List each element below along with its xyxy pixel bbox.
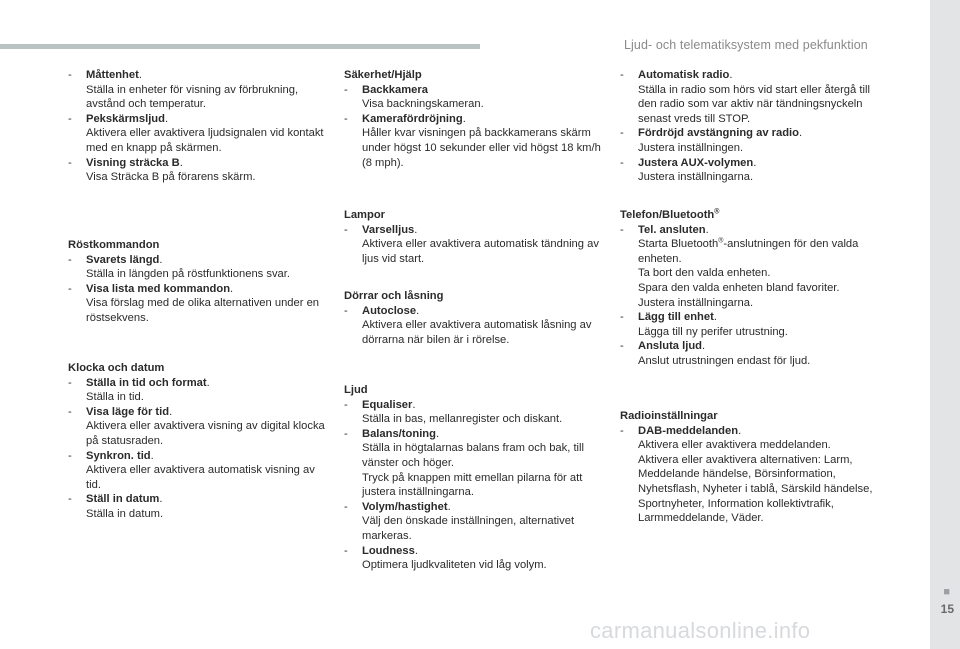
- item-term: Visning sträcka B: [86, 156, 180, 169]
- dash: -: [344, 500, 348, 513]
- item-dot: .: [729, 69, 733, 81]
- item-dot: .: [416, 304, 420, 317]
- dash: -: [68, 69, 72, 81]
- list-item: [620, 156, 882, 185]
- item-term: Automatisk radio: [638, 69, 730, 81]
- list-item: [344, 112, 606, 170]
- list-item: [344, 83, 606, 112]
- list-item: [344, 427, 606, 500]
- item-description: Håller kvar visningen på backkamerans skärm under högst 10 sekunder eller vid högst 18 km/h (8 mph).: [362, 127, 601, 169]
- item-description: Ställa in längden på röstfunktionens svar.: [86, 268, 290, 281]
- dash: -: [620, 156, 624, 169]
- item-dot: .: [753, 156, 757, 169]
- list-item: [68, 449, 328, 493]
- dash: -: [344, 223, 348, 236]
- dash: -: [620, 223, 624, 236]
- section-lights: [344, 208, 606, 266]
- item-term: Ställa in tid och format: [86, 376, 207, 389]
- item-description: Ta bort den valda enheten.: [638, 267, 771, 280]
- item-description: Aktivera eller avaktivera automatisk låsning av dörrarna när bilen är i rörelse.: [362, 319, 592, 346]
- dash: -: [68, 156, 72, 169]
- item-dot: .: [702, 340, 706, 353]
- item-term: Ställ in datum: [86, 493, 160, 506]
- list-item: [620, 223, 882, 311]
- section-radio-settings: [620, 409, 882, 526]
- dash: -: [68, 112, 72, 125]
- dash: -: [620, 127, 624, 140]
- item-dot: .: [738, 424, 742, 437]
- item-description: [638, 237, 882, 266]
- header-rule: [0, 44, 480, 49]
- item-description: Aktivera eller avaktivera automatisk tändning av ljus vid start.: [362, 238, 599, 265]
- section-clock-date: [68, 361, 328, 522]
- section-safety-assist: [344, 68, 606, 170]
- item-dot: .: [230, 282, 234, 295]
- section-title: [620, 208, 882, 223]
- item-term: Varselljus: [362, 223, 415, 236]
- item-dot: .: [447, 500, 451, 513]
- item-description: Justera inställningen.: [638, 141, 744, 154]
- list-item: [620, 68, 882, 126]
- dash: -: [620, 311, 624, 324]
- dash: -: [344, 304, 348, 317]
- item-term: Svarets längd: [86, 253, 160, 266]
- list-item: [344, 398, 606, 427]
- item-description: Ställa in tid.: [86, 391, 144, 404]
- item-term: Volym/hastighet: [362, 500, 448, 513]
- item-description: Tryck på knappen mitt emellan pilarna för att justera inställningarna.: [362, 471, 583, 499]
- item-description: Anslut utrustningen endast för ljud.: [638, 354, 811, 367]
- item-term: Pekskärmsljud: [86, 112, 165, 125]
- section-title: Radioinställningar: [620, 410, 718, 422]
- list-item: [344, 544, 606, 573]
- item-dot: .: [435, 427, 440, 440]
- item-term: Ansluta ljud: [638, 340, 703, 353]
- list-item: [68, 112, 328, 156]
- item-term: Backkamera: [362, 83, 428, 96]
- registered-mark: ®: [714, 208, 720, 216]
- item-dot: .: [138, 69, 142, 81]
- registered-mark: ®: [718, 237, 724, 245]
- item-dot: .: [159, 493, 163, 506]
- item-dot: .: [206, 376, 210, 389]
- list-item: [68, 405, 328, 449]
- list-item: [344, 304, 606, 348]
- desc-part: Starta Bluetooth: [638, 238, 719, 251]
- section-title: Klocka och datum: [68, 362, 165, 374]
- item-term: DAB-meddelanden: [638, 424, 739, 437]
- list-item: [68, 376, 328, 405]
- item-dot: .: [414, 223, 418, 236]
- section-title: Säkerhet/Hjälp: [344, 69, 422, 81]
- list-item: [620, 126, 882, 155]
- list-item: [344, 223, 606, 267]
- item-term: Synkron. tid: [86, 449, 151, 462]
- dash: -: [620, 424, 624, 437]
- item-dot: .: [150, 449, 154, 462]
- list-item: [620, 339, 882, 368]
- dash: -: [68, 376, 72, 389]
- section-audio: [344, 383, 606, 573]
- dash: -: [68, 282, 72, 295]
- item-description: Aktivera eller avaktivera automatisk visning av tid.: [86, 464, 315, 491]
- item-description: Aktivera eller avaktivera ljudsignalen vid kontakt med en knapp på skärmen.: [86, 127, 324, 154]
- dash: -: [344, 544, 348, 557]
- dash: -: [344, 427, 348, 440]
- dash: -: [344, 398, 348, 411]
- dash: -: [68, 253, 72, 266]
- item-description: Spara den valda enheten bland favoriter.: [638, 281, 840, 294]
- item-term: Måttenhet: [86, 69, 139, 81]
- list-item: [68, 282, 328, 326]
- item-description: Justera inställningarna.: [638, 171, 754, 184]
- list-item: [68, 68, 328, 112]
- item-description: Ställa in enheter för visning av förbrukning, avstånd och temperatur.: [86, 83, 299, 111]
- item-description: Ställa in högtalarnas balans fram och bak, till vänster och höger.: [362, 442, 585, 469]
- page-edge-band: [930, 0, 960, 649]
- section-general: [68, 68, 328, 185]
- item-term: Visa lista med kommandon: [86, 282, 231, 295]
- dash: -: [344, 112, 348, 125]
- list-item: [344, 500, 606, 544]
- item-term: Justera AUX-volymen: [638, 156, 754, 169]
- item-description: Justera inställningarna.: [638, 296, 754, 309]
- item-dot: .: [414, 544, 418, 557]
- item-description: Aktivera eller avaktivera visning av digital klocka på statusraden.: [86, 420, 325, 447]
- item-description: Aktivera eller avaktivera meddelanden.: [638, 439, 831, 452]
- section-title: Ljud: [344, 384, 368, 396]
- item-term: Tel. ansluten: [638, 223, 706, 236]
- item-dot: .: [713, 311, 717, 324]
- item-description: Välj den önskade inställningen, alternativet markeras.: [362, 515, 575, 542]
- item-description: Lägga till ny perifer utrustning.: [638, 325, 788, 338]
- section-doors-locking: [344, 289, 606, 347]
- watermark: carmanualsonline.info: [590, 618, 811, 643]
- item-term: Lägg till enhet: [638, 311, 714, 324]
- dash: -: [344, 83, 348, 96]
- item-dot: .: [179, 156, 183, 169]
- item-term: Loudness: [362, 544, 415, 557]
- item-description: Visa backningskameran.: [362, 98, 484, 111]
- section-title-text: Telefon/Bluetooth: [620, 209, 715, 221]
- section-voice-commands: [68, 238, 328, 326]
- item-term: Autoclose: [362, 304, 417, 317]
- item-term: Balans/toning: [362, 427, 436, 440]
- list-item: [620, 424, 882, 526]
- list-item: [620, 310, 882, 339]
- desc-part: -anslutningen för den valda enheten.: [638, 238, 859, 265]
- dash: -: [620, 340, 624, 353]
- end-mark: ■: [943, 586, 950, 598]
- list-item: [68, 492, 328, 521]
- item-dot: .: [159, 253, 163, 266]
- item-term: Fördröjd avstängning av radio: [638, 127, 799, 140]
- item-description: Ställa in bas, mellanregister och diskant.: [362, 413, 563, 426]
- section-radio-general: [620, 68, 882, 185]
- item-term: Kamerafördröjning: [362, 112, 463, 125]
- item-description: Ställa in radio som hörs vid start eller återgå till den radio som var aktiv när tändningsnyckeln senast vreds till STOP.: [638, 83, 870, 125]
- item-dot: .: [412, 398, 416, 411]
- section-title: Dörrar och låsning: [344, 290, 444, 302]
- item-dot: .: [705, 223, 709, 236]
- item-dot: .: [462, 112, 466, 125]
- item-dot: .: [799, 127, 803, 140]
- section-phone-bluetooth: [620, 208, 882, 369]
- section-title: Lampor: [344, 209, 386, 221]
- item-description: Ställa in datum.: [86, 507, 164, 520]
- item-description: Visa Sträcka B på förarens skärm.: [86, 171, 256, 184]
- item-term: Visa läge för tid: [86, 405, 170, 418]
- dash: -: [68, 405, 72, 418]
- item-description: Aktivera eller avaktivera alternativen: Larm, Meddelande händelse, Börsinformation, Nyhetsflash, Nyheter i tablå, Särskild händelse, Sportnyheter, Information kollektivtrafik, Larmmeddelande, Väder.: [638, 453, 873, 525]
- item-description: Optimera ljudkvaliteten vid låg volym.: [362, 559, 547, 572]
- page-number: 15: [940, 602, 954, 616]
- item-dot: .: [164, 112, 169, 125]
- list-item: [68, 253, 328, 282]
- dash: -: [620, 69, 624, 81]
- chapter-title: Ljud- och telematiksystem med pekfunktion: [624, 38, 868, 52]
- item-dot: .: [169, 405, 173, 418]
- section-title: Röstkommandon: [68, 239, 160, 251]
- dash: -: [68, 449, 72, 462]
- item-description: Visa förslag med de olika alternativen under en röstsekvens.: [86, 297, 320, 324]
- item-term: Equaliser: [362, 398, 413, 411]
- dash: -: [68, 493, 72, 506]
- list-item: [68, 156, 328, 185]
